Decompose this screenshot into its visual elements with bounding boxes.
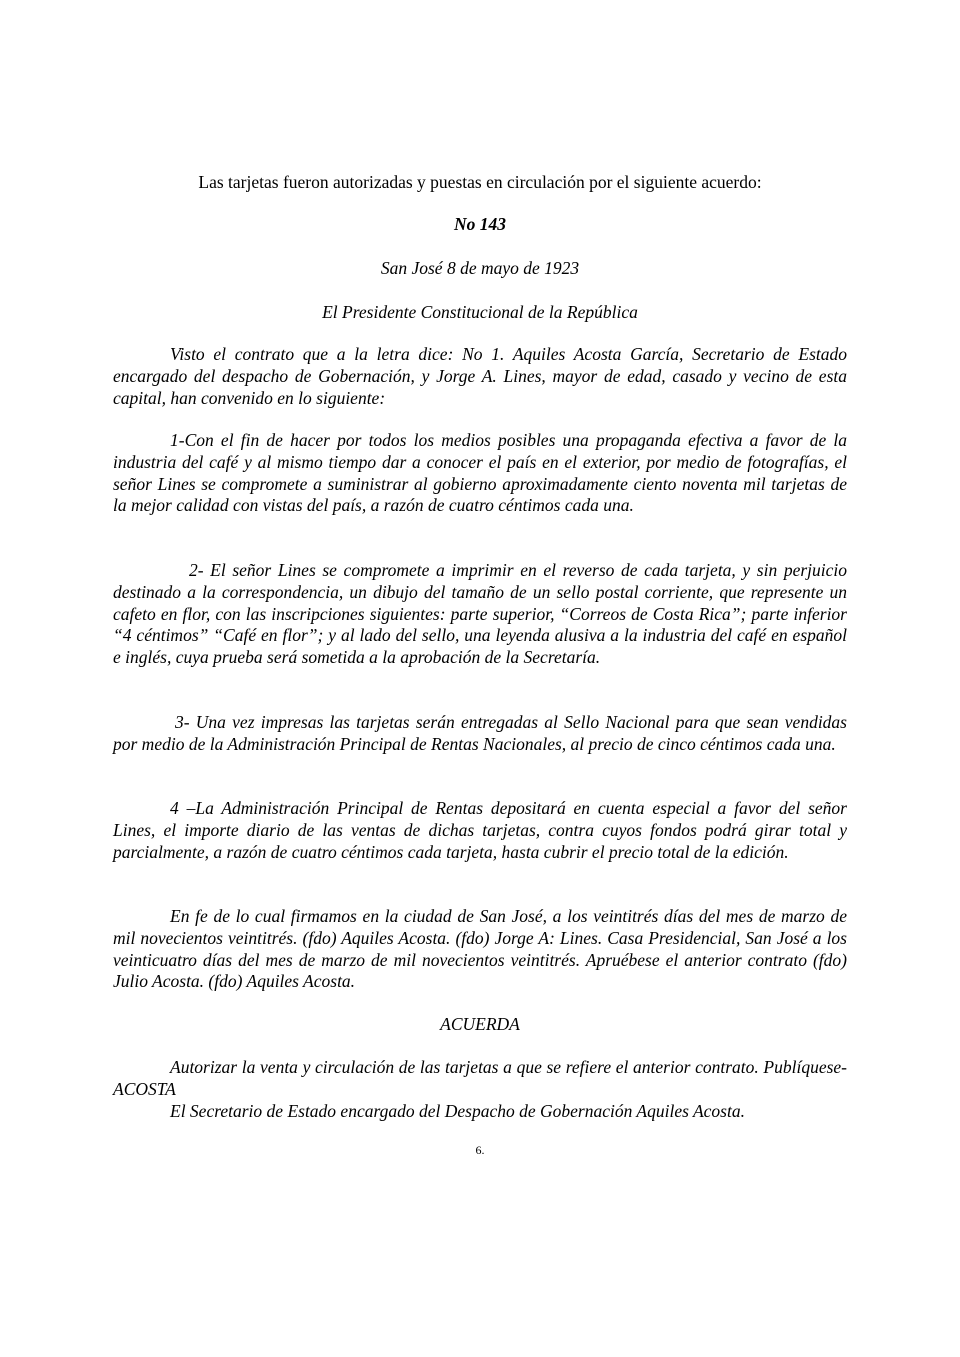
clause-3: 3- Una vez impresas las tarjetas serán entregadas al Sello Nacional para que sean vendidas por medio de la Administración Principal de Rentas Nacionales, al precio de cinco céntimos cada una. [113,712,847,754]
agreement-date: San José 8 de mayo de 1923 [380,258,580,278]
clause-4: 4 –La Administración Principal de Rentas depositará en cuenta especial a favor del señor Lines, el importe diario de las ventas de dichas tarjetas, contra cuyos fondos podrá girar total y parcialmente, a razón de cuatro céntimos cada tarjeta, hasta cubrir el precio total de la edición. [113,798,847,862]
resolution-paragraph: Autorizar la venta y circulación de las tarjetas a que se refiere el anterior contrato. Publíquese- ACOSTA [113,1057,847,1099]
page-number: 6. [475,1143,485,1157]
intro-line: Las tarjetas fueron autorizadas y puestas en circulación por el siguiente acuerdo: [198,172,762,192]
president-heading: El Presidente Constitucional de la República [322,302,638,322]
acuerda-heading: ACUERDA [440,1014,520,1034]
contract-preamble: Visto el contrato que a la letra dice: No 1. Aquiles Acosta García, Secretario de Estado encargado del despacho de Gobernación, y Jorge A. Lines, mayor de edad, casado y vecino de esta capital, han convenido en lo siguiente: [113,344,847,408]
signing-paragraph: En fe de lo cual firmamos en la ciudad de San José, a los veintitrés días del mes de marzo de mil novecientos veintitrés. (fdo) Aquiles Acosta. (fdo) Jorge A: Lines. Casa Presidencial, San José a los veinticuatro días del mes de marzo de mil novecientos veintitrés. Apruébese el anterior contrato (fdo) Julio Acosta. (fdo) Aquiles Acosta. [113,906,847,992]
agreement-number: No 143 [453,214,506,234]
signature-line: El Secretario de Estado encargado del Despacho de Gobernación Aquiles Acosta. [170,1101,745,1121]
clause-1: 1-Con el fin de hacer por todos los medios posibles una propaganda efectiva a favor de la industria del café y al mismo tiempo dar a conocer el país en el exterior, por medio de fotografías, el señor Lines se compromete a suministrar al gobierno aproximadamente ciento noventa mil tarjetas de la mejor calidad con vistas del país, a razón de cuatro céntimos cada una. [113,430,847,516]
clause-2: 2- El señor Lines se compromete a imprimir en el reverso de cada tarjeta, y sin perjuicio destinado a la correspondencia, un dibujo del tamaño de un sello postal corriente, que represente un cafeto en flor, con las inscripciones siguientes: parte superior, “Correos de Costa Rica”; parte inferior “4 céntimos” “Café en flor”; y al lado del sello, una leyenda alusiva a la industria del café en español e inglés, cuya prueba será sometida a la aprobación de la Secretaría. [113,560,847,668]
